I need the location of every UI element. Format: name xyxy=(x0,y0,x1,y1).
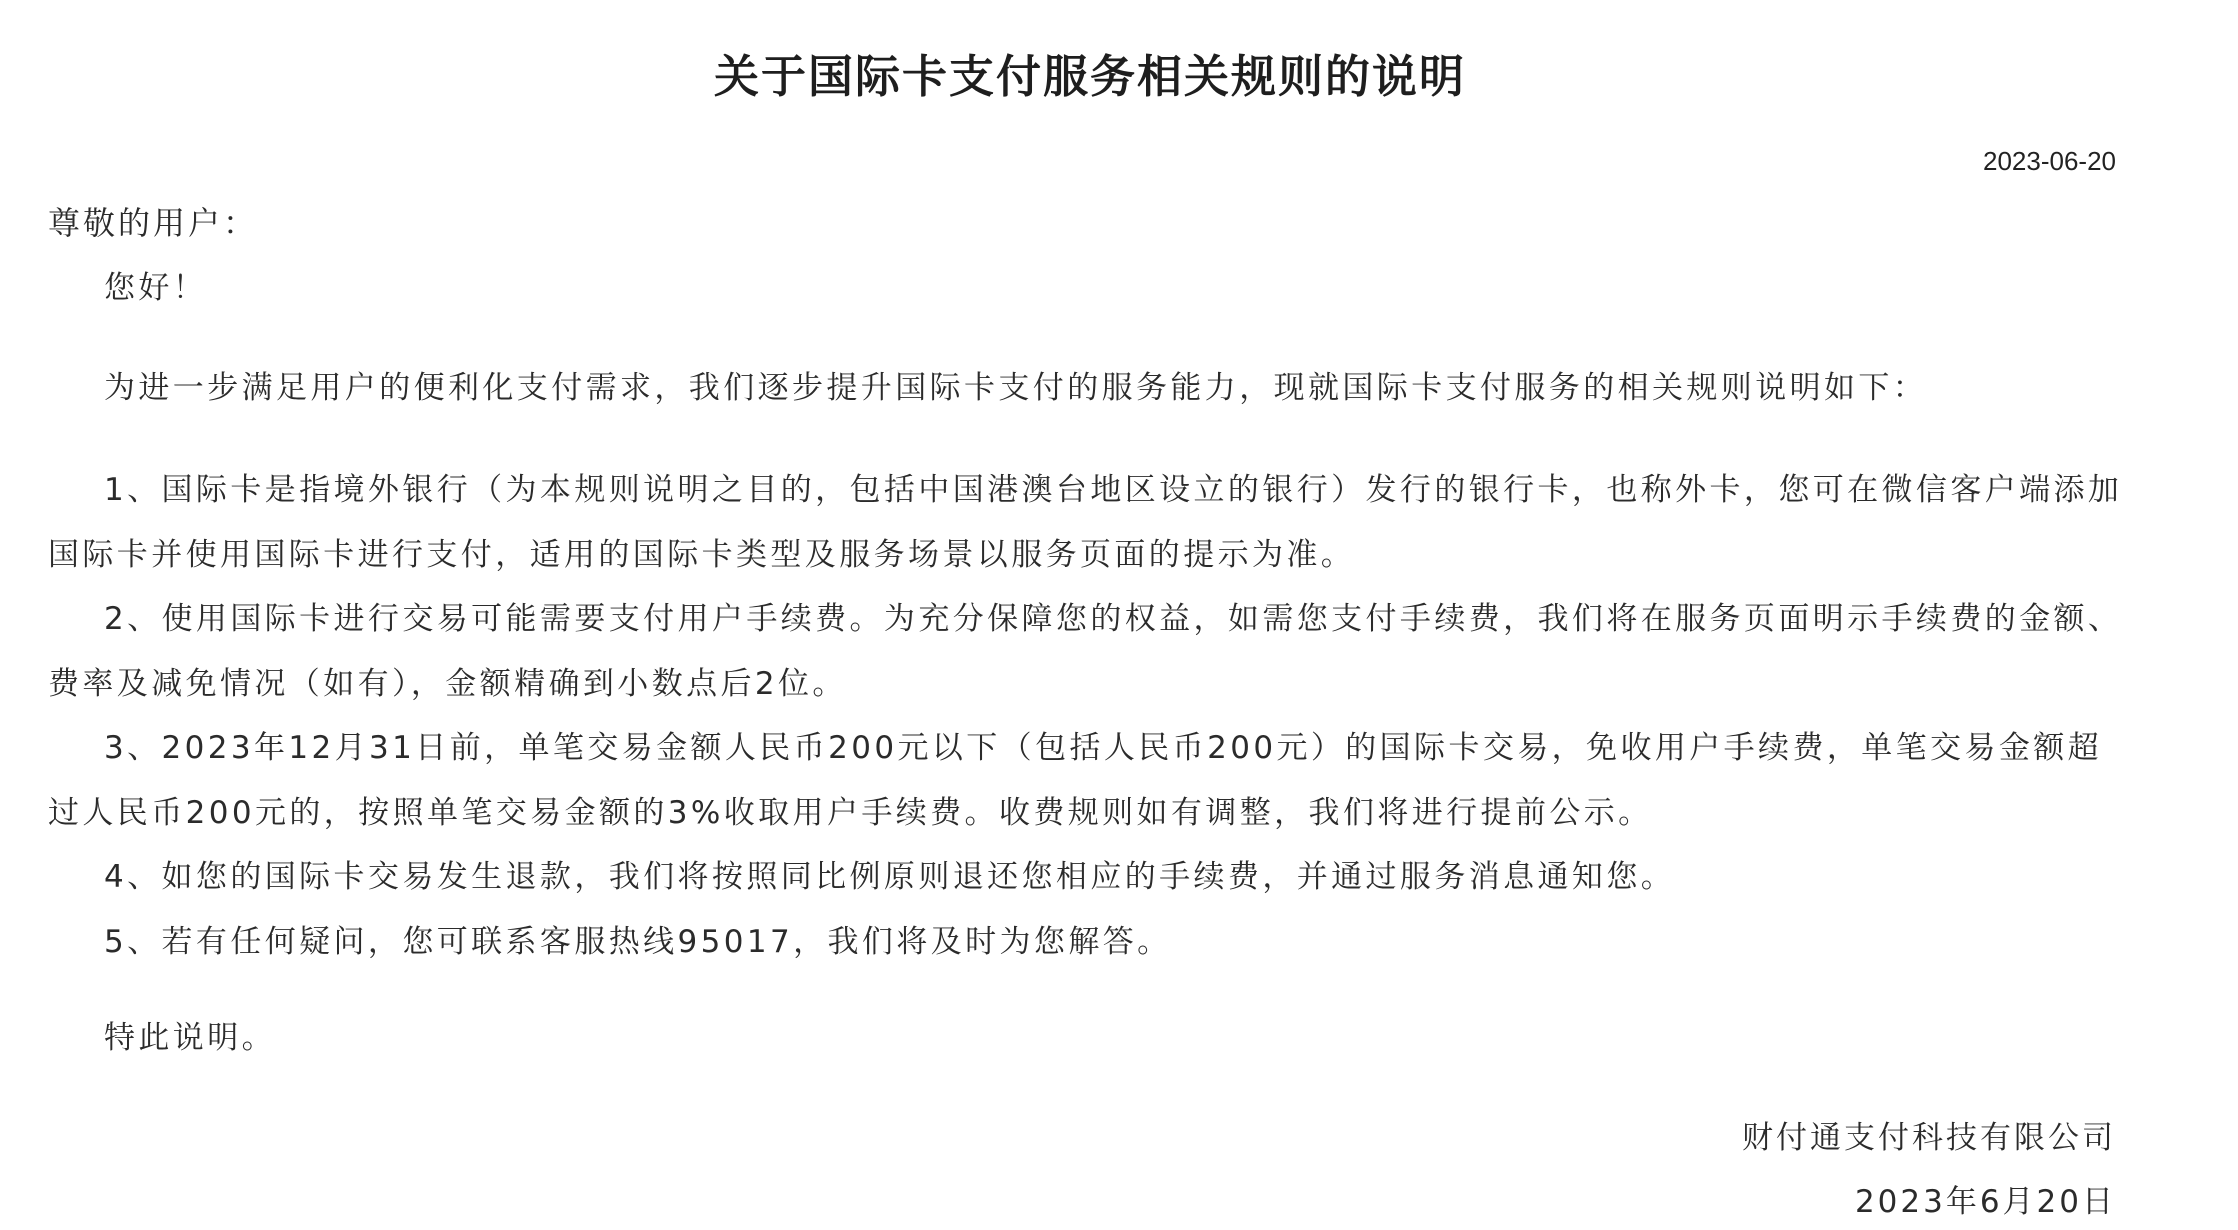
rule-item-2: 2、使用国际卡进行交易可能需要支付用户手续费。为充分保障您的权益，如需您支付手续费，我们将在服务页面明示手续费的金额、费率及减免情况（如有），金额精确到小数点后2位。 xyxy=(48,601,2123,702)
rule-item-3: 3、2023年12月31日前，单笔交易金额人民币200元以下（包括人民币200元）的国际卡交易，免收用户手续费，单笔交易金额超过人民币200元的，按照单笔交易金额的3%收取用户手续费。收费规则如有调整，我们将进行提前公示。 xyxy=(48,730,2103,831)
closing-text: 特此说明。 xyxy=(104,1020,276,1056)
rule-item-5: 5、若有任何疑问，您可联系客服热线95017，我们将及时为您解答。 xyxy=(104,923,1172,960)
rule-item-1: 1、国际卡是指境外银行（为本规则说明之目的，包括中国港澳台地区设立的银行）发行的银行卡，也称外卡，您可在微信客户端添加国际卡并使用国际卡进行支付，适用的国际卡类型及服务场景以服务页面的提示为准。 xyxy=(48,472,2123,573)
salutation: 尊敬的用户： xyxy=(48,204,259,242)
company-signature: 财付通支付科技有限公司 xyxy=(1742,1120,2116,1156)
rule-item-4: 4、如您的国际卡交易发生退款，我们将按照同比例原则退还您相应的手续费，并通过服务消息通知您。 xyxy=(104,859,1676,895)
publish-date: 2023-06-20 xyxy=(1983,146,2116,176)
greeting-text: 您好！ xyxy=(104,270,208,306)
rules-list xyxy=(48,458,2128,974)
signature-date: 2023年6月20日 xyxy=(1854,1184,2116,1220)
intro-paragraph: 为进一步满足用户的便利化支付需求，我们逐步提升国际卡支付的服务能力，现就国际卡支付服务的相关规则说明如下： xyxy=(104,370,1928,406)
page-title: 关于国际卡支付服务相关规则的说明 xyxy=(713,50,1466,103)
